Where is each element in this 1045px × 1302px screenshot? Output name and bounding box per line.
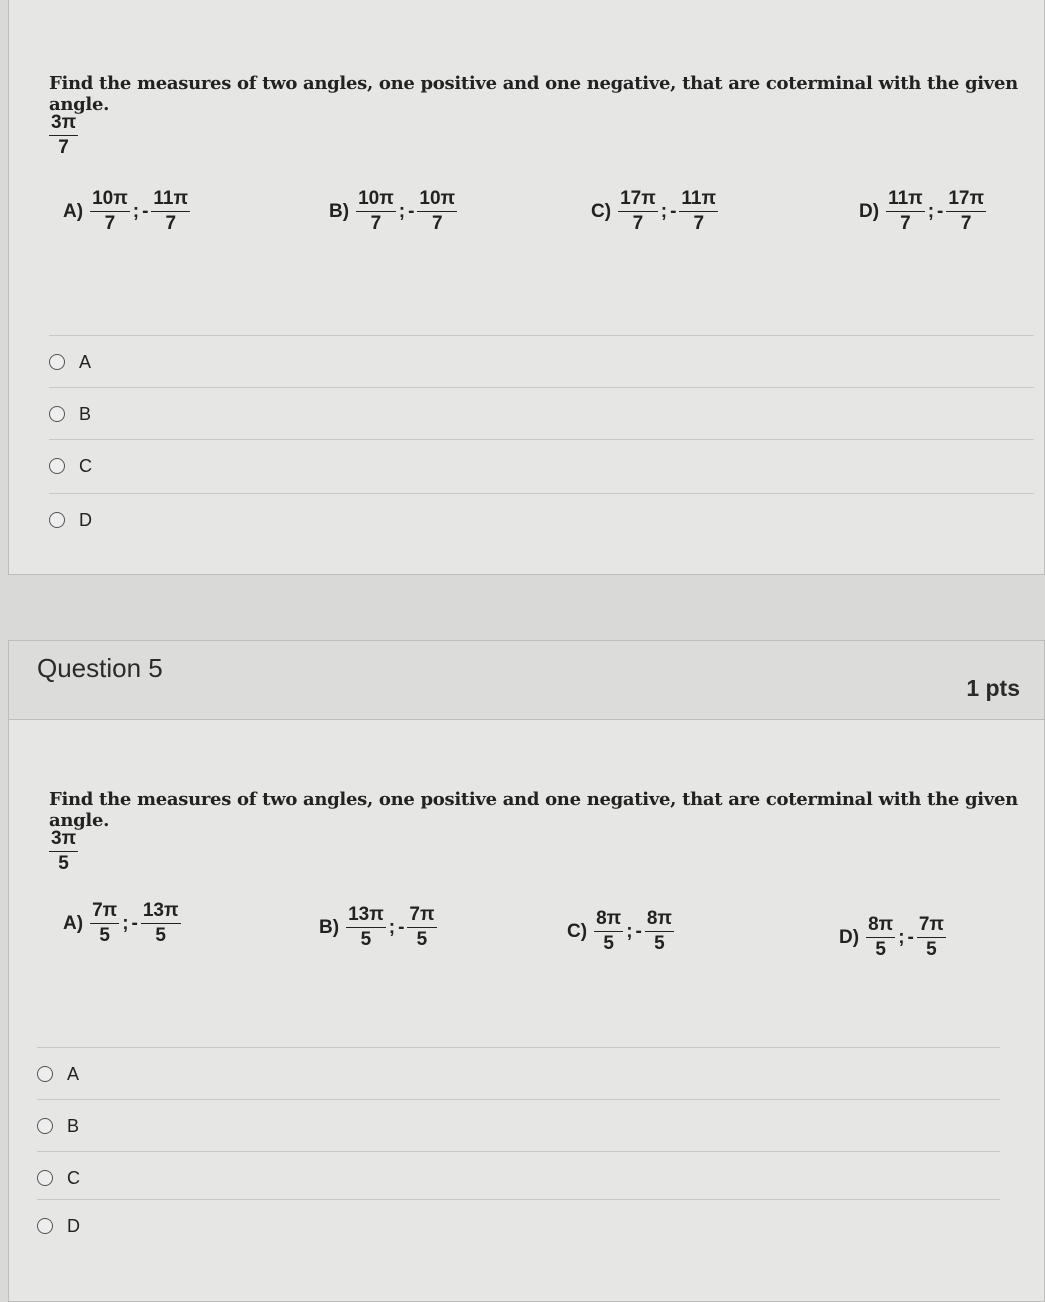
choice-c — [591, 187, 718, 236]
numerator: 17π — [618, 187, 658, 212]
denominator: 7 — [632, 213, 644, 234]
minus: - — [142, 200, 149, 222]
answer-label: B — [79, 403, 92, 424]
choice-c — [567, 907, 674, 956]
answer-option-d[interactable] — [37, 1199, 1000, 1252]
numerator: 7π — [90, 899, 119, 924]
choice-letter: A) — [63, 200, 84, 222]
question-5-card — [8, 640, 1045, 1302]
denominator: 7 — [431, 213, 443, 234]
numerator: 7π — [407, 903, 436, 928]
choice-a — [63, 187, 190, 236]
answer-option-d[interactable] — [49, 493, 1034, 546]
numerator: 8π — [866, 913, 895, 938]
answer-label: B — [67, 1115, 80, 1136]
denominator: 5 — [99, 925, 110, 946]
denominator: 5 — [155, 925, 166, 946]
numerator: 8π — [645, 907, 674, 932]
numerator: 10π — [90, 187, 130, 212]
answer-option-c[interactable] — [49, 439, 1034, 492]
question-title: Question 5 — [37, 653, 163, 683]
answer-option-b[interactable] — [37, 1099, 1000, 1152]
denominator: 7 — [900, 213, 911, 234]
numerator: 11π — [679, 187, 718, 212]
numerator: 13π — [346, 903, 386, 928]
answer-option-b[interactable] — [49, 387, 1034, 440]
denominator: 5 — [926, 939, 937, 960]
question-4-card — [8, 0, 1045, 575]
numerator: 3π — [49, 111, 78, 136]
answer-label: A — [67, 1063, 80, 1084]
question-header — [9, 641, 1044, 720]
choice-a — [63, 899, 181, 948]
separator: ; — [626, 920, 633, 942]
minus: - — [398, 916, 405, 938]
numerator: 8π — [594, 907, 623, 932]
denominator: 7 — [370, 213, 382, 234]
minus: - — [131, 912, 138, 934]
numerator: 3π — [49, 827, 78, 852]
given-angle — [49, 827, 78, 876]
denominator: 5 — [416, 929, 428, 950]
denominator: 5 — [875, 939, 886, 960]
denominator: 7 — [960, 213, 972, 234]
answer-label: D — [67, 1215, 80, 1236]
radio-button[interactable] — [37, 1066, 53, 1082]
answer-label: C — [67, 1167, 80, 1188]
separator: ; — [927, 200, 935, 222]
separator: ; — [398, 200, 406, 222]
radio-button[interactable] — [49, 354, 65, 370]
minus: - — [937, 200, 944, 222]
minus: - — [907, 926, 914, 948]
numerator: 13π — [141, 899, 181, 924]
choice-b — [319, 903, 437, 952]
radio-button[interactable] — [37, 1218, 53, 1234]
numerator: 17π — [946, 187, 986, 212]
question-points: 1 pts — [966, 675, 1020, 701]
numerator: 11π — [151, 187, 190, 212]
radio-button[interactable] — [49, 458, 65, 474]
separator: ; — [660, 200, 668, 222]
denominator: 5 — [654, 933, 665, 954]
choice-d — [859, 187, 986, 236]
answer-label: D — [79, 509, 92, 530]
separator: ; — [132, 200, 140, 222]
denominator: 5 — [603, 933, 614, 954]
answer-option-c[interactable] — [37, 1151, 1000, 1204]
choice-letter: C) — [591, 200, 612, 222]
radio-button[interactable] — [49, 406, 65, 422]
separator: ; — [122, 912, 129, 934]
choice-letter: D) — [839, 926, 860, 948]
answer-label: C — [79, 455, 92, 476]
numerator: 10π — [417, 187, 457, 212]
denominator: 7 — [165, 213, 177, 234]
choice-letter: B) — [329, 200, 350, 222]
choice-letter: B) — [319, 916, 340, 938]
denominator: 7 — [58, 137, 69, 158]
denominator: 7 — [104, 213, 116, 234]
choice-letter: C) — [567, 920, 588, 942]
question-prompt: Find the measures of two angles, one positive and one negative, that are coterminal with the given angle. — [49, 789, 1018, 831]
minus: - — [670, 200, 677, 222]
numerator: 10π — [356, 187, 396, 212]
separator: ; — [388, 916, 396, 938]
radio-button[interactable] — [49, 512, 65, 528]
question-prompt: Find the measures of two angles, one positive and one negative, that are coterminal with the given angle. — [49, 73, 1018, 115]
denominator: 5 — [360, 929, 372, 950]
answer-option-a[interactable] — [49, 335, 1034, 388]
radio-button[interactable] — [37, 1170, 53, 1186]
answer-option-a[interactable] — [37, 1047, 1000, 1100]
separator: ; — [898, 926, 905, 948]
radio-button[interactable] — [37, 1118, 53, 1134]
choice-d — [839, 913, 946, 962]
numerator: 7π — [917, 913, 946, 938]
minus: - — [635, 920, 642, 942]
minus: - — [408, 200, 415, 222]
answer-label: A — [79, 351, 92, 372]
choice-b — [329, 187, 457, 236]
choice-letter: D) — [859, 200, 880, 222]
choice-letter: A) — [63, 912, 84, 934]
given-angle — [49, 111, 78, 160]
denominator: 7 — [693, 213, 705, 234]
denominator: 5 — [58, 853, 69, 874]
numerator: 11π — [886, 187, 925, 212]
